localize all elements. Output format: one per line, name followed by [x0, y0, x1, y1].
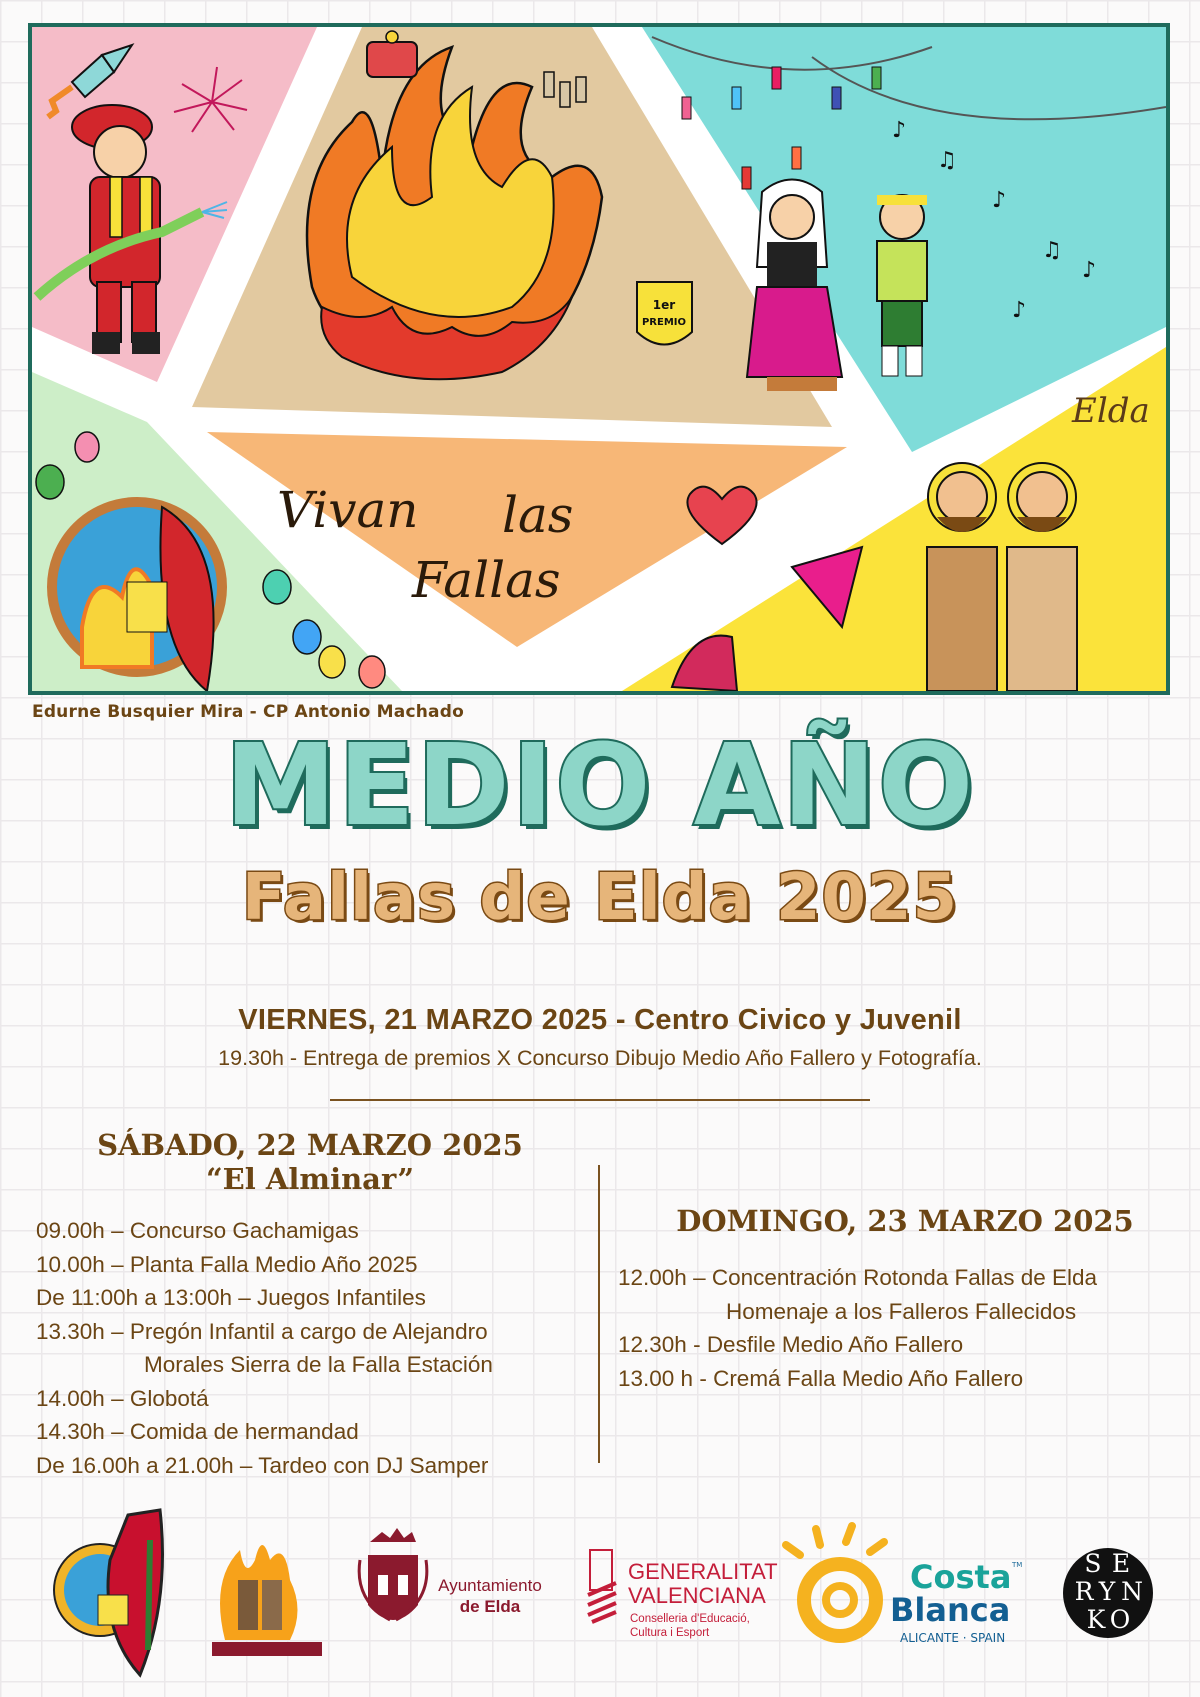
costa-blanca-logo — [786, 1526, 1022, 1645]
svg-text:las: las — [502, 486, 574, 544]
junta-gestora-logo — [54, 1510, 163, 1675]
svg-text:Fallas: Fallas — [412, 551, 561, 609]
svg-text:♫: ♫ — [937, 148, 957, 173]
svg-text:Ayuntamiento: Ayuntamiento — [438, 1576, 542, 1595]
svg-text:de Elda: de Elda — [459, 1597, 521, 1616]
schedule-item: De 11:00h a 13:00h – Juegos Infantiles — [36, 1285, 426, 1310]
svg-text:♪: ♪ — [892, 118, 907, 143]
prize-pennant — [637, 282, 692, 345]
schedule-item-continuation: Homenaje a los Falleros Fallecidos — [726, 1298, 1077, 1324]
svg-text:O: O — [1109, 1605, 1131, 1634]
sunday-heading: DOMINGO, 23 MARZO 2025 — [676, 1204, 1134, 1238]
mayordomia-logo — [212, 1545, 322, 1656]
generalitat-valenciana-logo — [588, 1550, 778, 1639]
column-divider — [598, 1165, 600, 1463]
friday-heading: VIERNES, 21 MARZO 2025 - Centro Civico y Juvenil — [238, 1004, 962, 1036]
saturday-venue: “El Alminar” — [205, 1162, 414, 1196]
svg-text:Y: Y — [1098, 1577, 1116, 1606]
schedule-item: De 16.00h a 21.00h – Tardeo con DJ Samper — [36, 1452, 489, 1478]
svg-text:N: N — [1121, 1577, 1143, 1606]
serynko-logo — [1063, 1548, 1153, 1638]
svg-text:1er: 1er — [652, 298, 676, 312]
schedule-item: 13.00 h - Cremá Falla Medio Año Fallero — [618, 1365, 1024, 1391]
svg-text:Costa: Costa — [910, 1558, 1012, 1596]
poster-subtitle: Fallas de Elda 2025 — [241, 861, 959, 935]
svg-text:R: R — [1074, 1577, 1094, 1606]
saturday-heading-block — [30, 1128, 590, 1196]
svg-text:Conselleria d'Educació,: Conselleria d'Educació, — [630, 1613, 750, 1625]
svg-text:PREMIO: PREMIO — [641, 317, 687, 328]
svg-text:TM: TM — [1012, 1561, 1023, 1569]
schedule-item: 14.30h – Comida de hermandad — [36, 1419, 359, 1444]
svg-text:♪: ♪ — [1012, 298, 1027, 323]
svg-text:S: S — [1084, 1549, 1102, 1578]
sponsor-logos — [0, 1500, 1200, 1690]
schedule-item-continuation: Morales Sierra de la Falla Estación — [144, 1352, 493, 1377]
svg-text:Cultura i Esport: Cultura i Esport — [630, 1627, 710, 1639]
saturday-heading: SÁBADO, 22 MARZO 2025 — [97, 1128, 523, 1162]
section-divider — [330, 1099, 870, 1101]
svg-text:E: E — [1111, 1549, 1131, 1578]
saturday-schedule — [36, 1214, 596, 1482]
artwork-credit: Edurne Busquier Mira - CP Antonio Machado — [32, 702, 464, 722]
svg-text:Blanca: Blanca — [890, 1591, 1011, 1629]
svg-text:ALICANTE · SPAIN: ALICANTE · SPAIN — [900, 1631, 1006, 1645]
svg-text:K: K — [1086, 1605, 1106, 1634]
schedule-item: 09.00h – Concurso Gachamigas — [36, 1218, 359, 1243]
svg-text:♪: ♪ — [992, 188, 1007, 213]
svg-text:Elda: Elda — [1072, 391, 1150, 431]
schedule-item: 12.30h - Desfile Medio Año Fallero — [618, 1332, 964, 1357]
poster-artwork — [28, 23, 1170, 695]
ayuntamiento-elda-logo — [359, 1528, 542, 1620]
svg-text:GENERALITAT: GENERALITAT — [628, 1559, 778, 1584]
svg-text:VALENCIANA: VALENCIANA — [628, 1583, 766, 1608]
schedule-item: 12.00h – Concentración Rotonda Fallas de Elda — [618, 1265, 1098, 1290]
sunday-schedule — [618, 1261, 1198, 1395]
svg-text:♪: ♪ — [1082, 258, 1097, 283]
svg-text:Vivan: Vivan — [277, 481, 419, 539]
svg-text:♫: ♫ — [1042, 238, 1062, 263]
schedule-item: 13.30h – Pregón Infantil a cargo de Alejandro — [36, 1318, 488, 1344]
poster-title: MEDIO AÑO — [224, 721, 976, 851]
schedule-item: 10.00h – Planta Falla Medio Año 2025 — [36, 1251, 418, 1277]
schedule-item: 14.00h – Globotá — [36, 1385, 209, 1411]
friday-event: 19.30h - Entrega de premios X Concurso Dibujo Medio Año Fallero y Fotografía. — [218, 1046, 982, 1070]
